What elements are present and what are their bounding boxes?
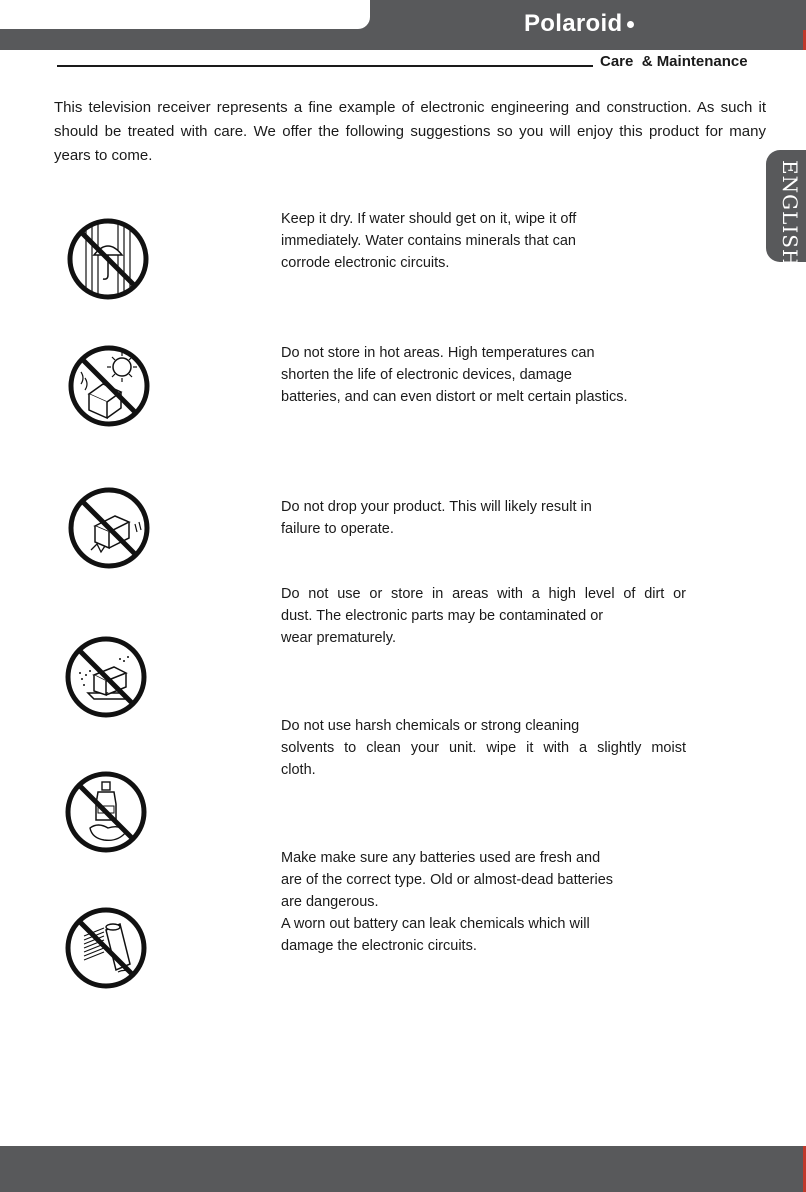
item-text-3: Do not drop your product. This will likely result in failure to operate. — [281, 499, 592, 537]
section-title: Care & Maintenance — [600, 53, 748, 70]
item-text-5: Do not use harsh chemicals or strong cleaning solvents to clean your unit. wipe it with a slightly moist cloth. — [281, 718, 686, 778]
no-dust-icon — [64, 635, 148, 719]
no-bad-battery-icon — [64, 906, 148, 990]
language-tab: ENGLISH — [766, 150, 806, 262]
no-chemicals-icon — [64, 770, 148, 854]
item-text-4: Do not use or store in areas with a high level of dirt or dust. The electronic parts may be contaminated or wear prematurely. — [281, 586, 686, 646]
brand-logo: Polaroid — [524, 10, 634, 38]
intro-paragraph: This television receiver represents a fine example of electronic engineering and construction. As such it should be treated with care. We offer the following suggestions so you will enjoy this product for many years to come. — [54, 99, 766, 164]
item-text-1: Keep it dry. If water should get on it, wipe it off immediately. Water contains minerals that can corrode electronic circuits. — [281, 211, 577, 271]
no-drop-icon — [67, 486, 151, 570]
item-text-2: Do not store in hot areas. High temperatures can shorten the life of electronic devices, damage batteries, and can even distort or melt certain plastics. — [281, 345, 628, 405]
footer-bar — [0, 1146, 806, 1192]
no-water-icon — [66, 217, 150, 301]
no-heat-icon — [67, 344, 151, 428]
header-bar — [0, 0, 806, 50]
header-white-tab — [0, 0, 370, 29]
header-rule — [57, 65, 593, 67]
item-text-6: Make make sure any batteries used are fresh and are of the correct type. Old or almost-dead batteries are dangerous. A worn out battery can leak chemicals which will damage the electronic circuits. — [281, 850, 614, 954]
